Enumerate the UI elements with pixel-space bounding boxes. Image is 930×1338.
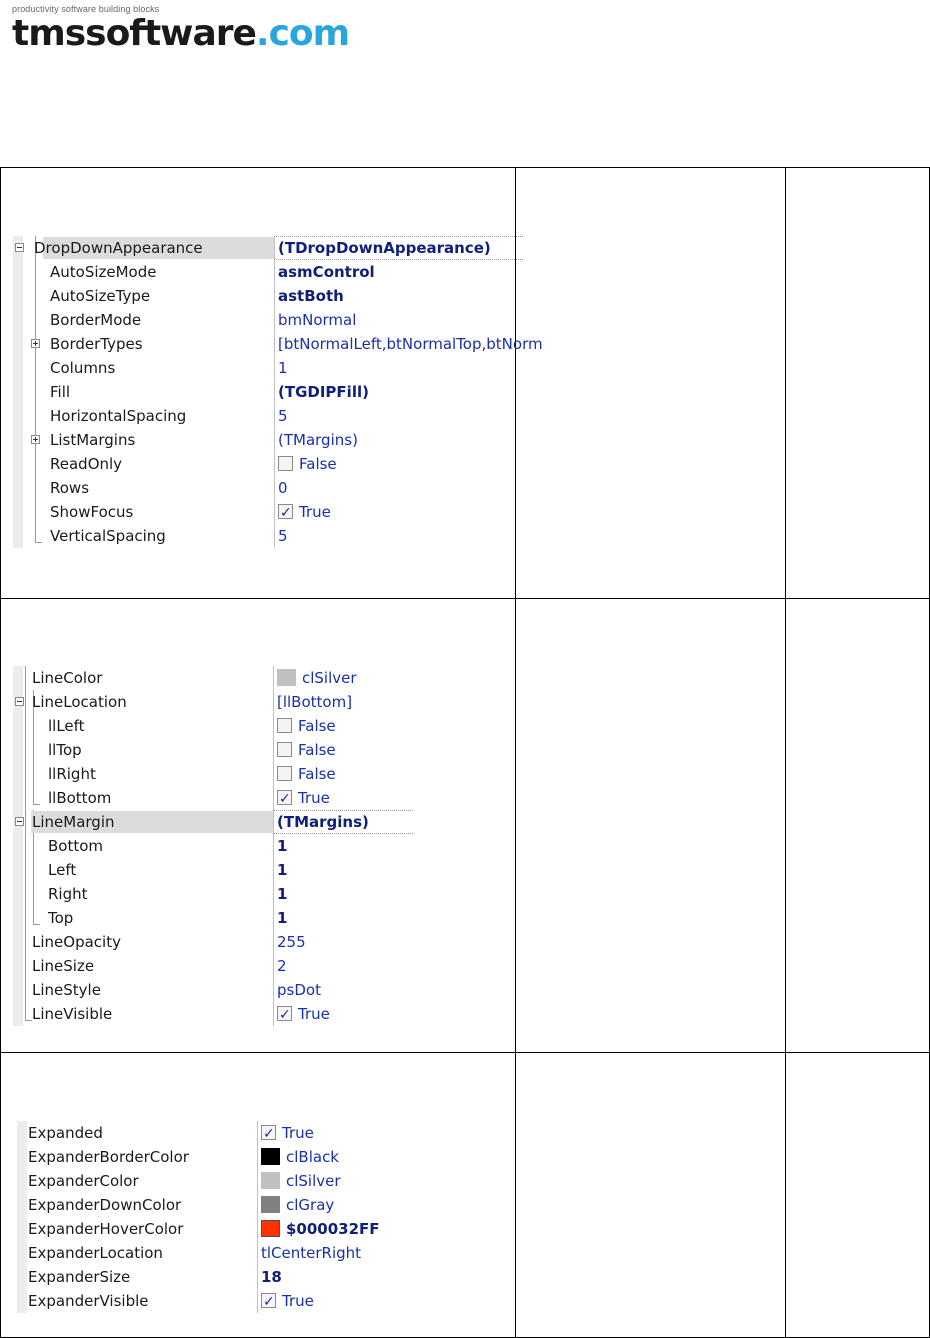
property-value-line-location[interactable] — [277, 690, 352, 714]
property-value-text: True — [282, 1292, 314, 1310]
property-value-expander-border-color[interactable] — [261, 1145, 339, 1169]
property-value-line-margin[interactable] — [277, 810, 369, 834]
property-value-ll-right[interactable] — [277, 762, 336, 786]
property-name-read-only: ReadOnly — [50, 455, 123, 473]
color-swatch-icon — [277, 669, 296, 686]
property-grid-expander — [17, 1121, 515, 1313]
expand-toggle-icon[interactable] — [31, 339, 40, 348]
property-value-read-only[interactable] — [278, 452, 337, 476]
property-value-auto-size-type[interactable] — [278, 284, 344, 308]
property-value-text: 18 — [261, 1268, 282, 1286]
property-value-text: clSilver — [286, 1172, 341, 1190]
property-name-expander-size: ExpanderSize — [28, 1268, 131, 1286]
property-value-text: clBlack — [286, 1148, 339, 1166]
property-name-drop-down-appearance: DropDownAppearance — [34, 239, 203, 257]
property-value-expanded[interactable] — [261, 1121, 314, 1145]
property-table — [0, 167, 930, 1338]
logo-wordmark — [12, 15, 349, 53]
property-name-expander-border-color: ExpanderBorderColor — [28, 1148, 189, 1166]
checkbox-icon[interactable] — [261, 1293, 276, 1308]
property-value-text: True — [298, 1005, 330, 1023]
property-value-bottom[interactable] — [277, 834, 287, 858]
property-value-expander-visible[interactable] — [261, 1289, 314, 1313]
table-row-expander — [0, 1052, 930, 1338]
property-value-text: (TDropDownAppearance) — [278, 239, 491, 257]
property-name-expanded: Expanded — [28, 1124, 103, 1142]
property-value-line-size[interactable] — [277, 954, 287, 978]
property-value-text: psDot — [277, 981, 321, 999]
property-value-text: False — [299, 455, 337, 473]
property-value-top[interactable] — [277, 906, 287, 930]
property-name-line-location: LineLocation — [32, 693, 127, 711]
checkbox-icon[interactable] — [277, 790, 292, 805]
property-value-fill[interactable] — [278, 380, 369, 404]
property-name-fill: Fill — [50, 383, 71, 401]
property-value-horizontal-spacing[interactable] — [278, 404, 288, 428]
property-value-line-color[interactable] — [277, 666, 357, 690]
property-name-expander-hover-color: ExpanderHoverColor — [28, 1220, 184, 1238]
property-value-text: [btNormalLeft,btNormalTop,btNorm — [278, 335, 543, 353]
property-name-ll-right: llRight — [48, 765, 96, 783]
property-value-text: False — [298, 741, 336, 759]
property-value-line-opacity[interactable] — [277, 930, 306, 954]
property-name-rows: Rows — [50, 479, 90, 497]
expand-toggle-icon[interactable] — [15, 817, 24, 826]
property-name-line-style: LineStyle — [32, 981, 101, 999]
color-swatch-icon — [261, 1148, 280, 1165]
property-name-expander-location: ExpanderLocation — [28, 1244, 163, 1262]
property-value-text: [llBottom] — [277, 693, 353, 711]
property-value-text: False — [298, 765, 336, 783]
color-swatch-icon — [261, 1172, 280, 1189]
property-name-line-size: LineSize — [32, 957, 95, 975]
property-value-text: 0 — [278, 479, 288, 497]
property-value-list-margins[interactable] — [278, 428, 358, 452]
property-name-list-margins: ListMargins — [50, 431, 136, 449]
checkbox-icon[interactable] — [277, 742, 292, 757]
table-row-line — [0, 598, 930, 1052]
property-name-auto-size-type: AutoSizeType — [50, 287, 151, 305]
property-name-show-focus: ShowFocus — [50, 503, 134, 521]
property-name-border-types: BorderTypes — [50, 335, 143, 353]
property-value-expander-color[interactable] — [261, 1169, 341, 1193]
property-value-text: 1 — [277, 885, 288, 903]
property-value-text: 1 — [277, 909, 288, 927]
property-name-vertical-spacing: VerticalSpacing — [50, 527, 166, 545]
property-name-right: Right — [48, 885, 88, 903]
property-value-rows[interactable] — [278, 476, 288, 500]
property-value-text: clSilver — [302, 669, 357, 687]
property-name-line-margin: LineMargin — [32, 813, 115, 831]
property-value-text: (TGDIPFill) — [278, 383, 369, 401]
color-swatch-icon — [261, 1196, 280, 1213]
logo-tagline: productivity software building blocks — [12, 4, 160, 14]
logo-name-domain: .com — [255, 13, 350, 54]
expand-toggle-icon[interactable] — [31, 435, 40, 444]
property-value-text: 1 — [277, 837, 288, 855]
property-name-line-visible: LineVisible — [32, 1005, 113, 1023]
property-name-ll-top: llTop — [48, 741, 82, 759]
property-value-text: 5 — [278, 407, 288, 425]
property-value-text: False — [298, 717, 336, 735]
property-value-text: (TMargins) — [278, 431, 358, 449]
property-value-ll-top[interactable] — [277, 738, 336, 762]
property-name-line-opacity: LineOpacity — [32, 933, 121, 951]
property-value-text: 1 — [277, 861, 288, 879]
property-value-right[interactable] — [277, 882, 287, 906]
property-value-text: asmControl — [278, 263, 375, 281]
property-value-text: 5 — [278, 527, 288, 545]
property-value-columns[interactable] — [278, 356, 288, 380]
checkbox-icon[interactable] — [278, 456, 293, 471]
property-name-horizontal-spacing: HorizontalSpacing — [50, 407, 187, 425]
property-name-left: Left — [48, 861, 77, 879]
tmssoftware-logo — [12, 4, 349, 53]
property-name-expander-color: ExpanderColor — [28, 1172, 139, 1190]
property-value-vertical-spacing[interactable] — [278, 524, 288, 548]
property-grid-line — [13, 666, 515, 1026]
property-name-line-color: LineColor — [32, 669, 103, 687]
property-value-left[interactable] — [277, 858, 287, 882]
property-value-text: astBoth — [278, 287, 344, 305]
property-value-text: True — [282, 1124, 314, 1142]
property-value-line-visible[interactable] — [277, 1002, 330, 1026]
property-name-expander-visible: ExpanderVisible — [28, 1292, 149, 1310]
property-name-bottom: Bottom — [48, 837, 104, 855]
property-value-drop-down-appearance[interactable] — [278, 236, 491, 260]
property-value-ll-bottom[interactable] — [277, 786, 330, 810]
property-value-text: (TMargins) — [277, 813, 369, 831]
logo-name-main: tmssoftware — [12, 13, 256, 54]
property-name-ll-bottom: llBottom — [48, 789, 112, 807]
checkbox-icon[interactable] — [277, 718, 292, 733]
property-value-expander-down-color[interactable] — [261, 1193, 334, 1217]
property-value-text: bmNormal — [278, 311, 357, 329]
property-value-text: 1 — [278, 359, 288, 377]
property-value-expander-location[interactable] — [261, 1241, 361, 1265]
property-name-border-mode: BorderMode — [50, 311, 142, 329]
property-grid-dropdown-appearance — [13, 236, 543, 548]
table-row-dropdown-appearance — [0, 167, 930, 598]
property-value-ll-left[interactable] — [277, 714, 336, 738]
property-value-border-types[interactable] — [278, 332, 543, 356]
expand-toggle-icon[interactable] — [15, 243, 24, 252]
property-value-text: True — [299, 503, 331, 521]
property-value-line-style[interactable] — [277, 978, 321, 1002]
property-value-expander-hover-color[interactable] — [261, 1217, 380, 1241]
property-value-text: $000032FF — [286, 1220, 380, 1238]
property-value-text: 255 — [277, 933, 306, 951]
property-value-auto-size-mode[interactable] — [278, 260, 375, 284]
checkbox-icon[interactable] — [261, 1125, 276, 1140]
checkbox-icon[interactable] — [277, 1006, 292, 1021]
property-value-text: clGray — [286, 1196, 335, 1214]
property-value-show-focus[interactable] — [278, 500, 331, 524]
expand-toggle-icon[interactable] — [15, 697, 24, 706]
property-name-expander-down-color: ExpanderDownColor — [28, 1196, 182, 1214]
property-value-border-mode[interactable] — [278, 308, 356, 332]
color-swatch-icon — [261, 1220, 280, 1237]
property-value-text: True — [298, 789, 330, 807]
property-value-expander-size[interactable] — [261, 1265, 282, 1289]
checkbox-icon[interactable] — [278, 504, 293, 519]
checkbox-icon[interactable] — [277, 766, 292, 781]
property-value-text: 2 — [277, 957, 287, 975]
property-name-columns: Columns — [50, 359, 116, 377]
property-name-ll-left: llLeft — [48, 717, 85, 735]
property-name-auto-size-mode: AutoSizeMode — [50, 263, 157, 281]
property-name-top: Top — [48, 909, 74, 927]
property-value-text: tlCenterRight — [261, 1244, 362, 1262]
